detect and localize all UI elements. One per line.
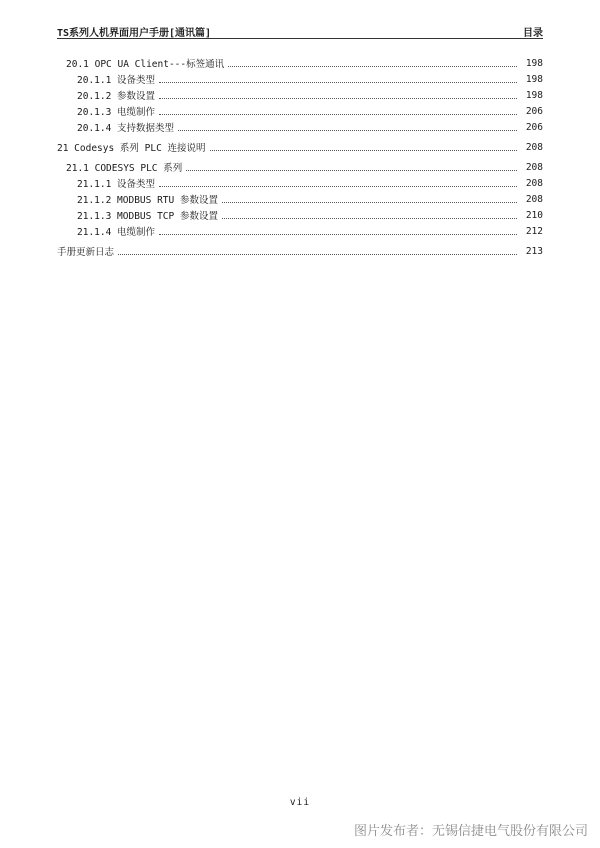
toc-leader-dots xyxy=(186,169,517,171)
toc-leader-dots xyxy=(222,201,517,203)
toc-entry-label: 20.1 OPC UA Client---标签通讯 xyxy=(66,59,225,70)
toc-entry[interactable] xyxy=(57,87,543,103)
table-of-contents xyxy=(57,55,543,259)
toc-entry-page: 208 xyxy=(525,161,543,173)
toc-entry-page: 208 xyxy=(525,141,543,153)
toc-entry[interactable] xyxy=(57,103,543,119)
toc-leader-dots xyxy=(159,113,517,115)
toc-leader-dots xyxy=(159,185,517,187)
toc-entry-label: 20.1.3 电缆制作 xyxy=(77,107,156,118)
toc-entry-page: 198 xyxy=(525,73,543,85)
toc-entry-label: 21.1.4 电缆制作 xyxy=(77,227,156,238)
toc-entry[interactable] xyxy=(57,55,543,71)
toc-entry-label: 21.1.3 MODBUS TCP 参数设置 xyxy=(77,211,218,222)
toc-entry-page: 198 xyxy=(525,89,543,101)
toc-entry-label: 21.1 CODESYS PLC 系列 xyxy=(66,163,183,174)
page-number: vii xyxy=(289,797,311,808)
toc-leader-dots xyxy=(210,149,517,151)
toc-leader-dots xyxy=(222,217,517,219)
toc-leader-dots xyxy=(118,253,517,255)
toc-entry-label: 20.1.4 支持数据类型 xyxy=(77,123,175,134)
toc-entry[interactable] xyxy=(57,191,543,207)
toc-entry-label: 21.1.1 设备类型 xyxy=(77,179,156,190)
toc-entry[interactable] xyxy=(57,159,543,175)
toc-entry-page: 213 xyxy=(525,245,543,257)
section-title: 目录 xyxy=(523,28,543,39)
toc-entry[interactable] xyxy=(57,223,543,239)
toc-entry-page: 212 xyxy=(525,225,543,237)
toc-entry[interactable] xyxy=(57,139,543,155)
toc-entry-label: 21.1.2 MODBUS RTU 参数设置 xyxy=(77,195,218,206)
toc-entry-label: 20.1.2 参数设置 xyxy=(77,91,156,102)
toc-entry[interactable] xyxy=(57,119,543,135)
manual-title: TS系列人机界面用户手册[通讯篇] xyxy=(57,28,212,39)
toc-entry-page: 208 xyxy=(525,193,543,205)
toc-entry-label: 手册更新日志 xyxy=(57,247,115,258)
toc-leader-dots xyxy=(159,233,517,235)
publisher-watermark: 图片发布者：无锡信捷电气股份有限公司 xyxy=(353,824,588,839)
toc-entry[interactable] xyxy=(57,207,543,223)
toc-leader-dots xyxy=(178,129,517,131)
toc-entry[interactable] xyxy=(57,243,543,259)
toc-entry-page: 206 xyxy=(525,105,543,117)
toc-entry[interactable] xyxy=(57,71,543,87)
toc-entry-label: 20.1.1 设备类型 xyxy=(77,75,156,86)
toc-leader-dots xyxy=(228,65,517,67)
toc-entry-label: 21 Codesys 系列 PLC 连接说明 xyxy=(57,143,206,154)
toc-entry-page: 206 xyxy=(525,121,543,133)
page-header xyxy=(57,22,543,39)
toc-entry-page: 210 xyxy=(525,209,543,221)
toc-leader-dots xyxy=(159,97,517,99)
toc-entry-page: 208 xyxy=(525,177,543,189)
toc-entry-page: 198 xyxy=(525,57,543,69)
toc-entry[interactable] xyxy=(57,175,543,191)
toc-leader-dots xyxy=(159,81,517,83)
